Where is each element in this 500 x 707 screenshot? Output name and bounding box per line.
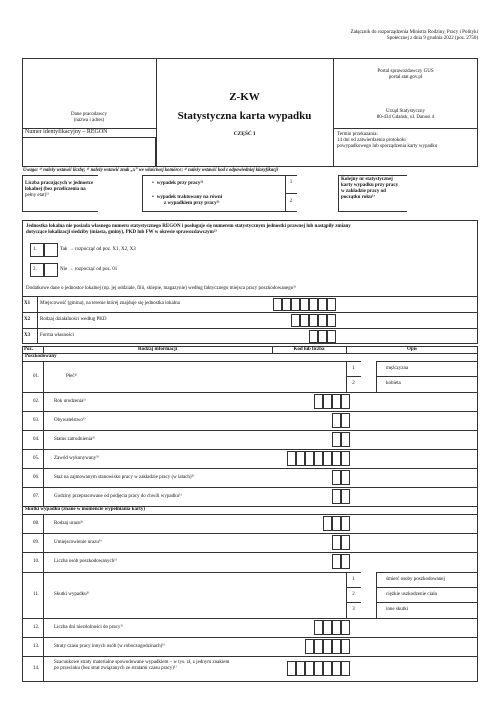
row-09-no: 09. <box>33 540 40 545</box>
sex-option-2-number: 2 <box>352 381 355 386</box>
col-desc-header: Opis <box>406 347 417 352</box>
sex-female-checkbox[interactable] <box>361 376 376 392</box>
sex-male-checkbox[interactable] <box>361 361 376 376</box>
regon-field[interactable] <box>22 137 156 167</box>
row-02-no: 02. <box>33 399 40 404</box>
row-04-label: Status zatrudnienia³⁾ <box>54 437 95 442</box>
deadline-info <box>337 132 477 150</box>
sick-days-box[interactable] <box>332 620 341 635</box>
injured-count-box[interactable] <box>341 554 350 569</box>
effect-option-2-label: ciężkie uszkodzenie ciała <box>386 592 437 597</box>
lost-hours-box[interactable] <box>305 639 314 654</box>
office-info <box>333 109 478 121</box>
employment-status-box[interactable] <box>341 432 350 447</box>
x3-digit-box[interactable] <box>309 330 318 343</box>
row-08-label: Rodzaj urazu³⁾ <box>54 521 84 526</box>
occupation-box[interactable] <box>314 451 323 466</box>
portal-name: Portal sprawozdawczy GUS <box>377 69 434 74</box>
injury-location-box[interactable] <box>332 535 341 550</box>
x1-label: Miejscowość (gmina), na terenie której znajduje się jednostka lokalna <box>40 301 180 306</box>
row-07-no: 07. <box>33 494 40 499</box>
lost-hours-box[interactable] <box>323 639 332 654</box>
row-10-label: Liczba osób poszkodowanych¹⁾ <box>54 559 117 564</box>
sex-option-1-label: mężczyzna <box>386 366 409 371</box>
injury-location-box[interactable] <box>341 535 350 550</box>
yes-number: 1. <box>33 247 37 252</box>
birth-year-box[interactable] <box>314 394 323 409</box>
attachment-note-line2: Społecznej z dnia 9 grudnia 2022 (poz. 2750) <box>386 36 478 41</box>
effect-option-1-label: śmierć osoby poszkodowanej <box>386 577 445 582</box>
sick-days-box[interactable] <box>314 620 323 635</box>
effect-option-3-number: 3 <box>352 607 355 612</box>
effect-option-2-number: 2 <box>352 592 355 597</box>
material-loss-box[interactable] <box>341 661 350 676</box>
no-number: 2. <box>33 267 37 272</box>
legend-note: Uwaga: ¹⁾ należy wstawić liczbę; ²⁾ należy wstawić znak „x” we właściwej komórce; ³⁾ należy wstawić kod z odpowiedniej klasyfikacji <box>23 168 278 173</box>
effect-other-checkbox[interactable] <box>361 602 376 618</box>
material-loss-box[interactable] <box>305 661 314 676</box>
row-14-label-line2: po przecinku (bez strat związanych ze stratami czasu pracy)¹⁾ <box>54 666 177 671</box>
x1-code: X1 <box>24 301 31 306</box>
workers-label-line1: Liczba pracujących w jednostce <box>25 181 94 186</box>
row-12-no: 12. <box>33 625 40 630</box>
occupation-box[interactable] <box>323 451 332 466</box>
row-06-label: Staż na zajmowanym stanowisku pracy w zakładzie pracy (w latach)¹⁾ <box>54 475 195 480</box>
x2-code: X2 <box>24 317 31 322</box>
deadline-line1: Termin przekazania: <box>337 132 378 137</box>
yes-label: Tak → rozpocząć od poz. X1, X2, X3 <box>60 247 136 252</box>
row-03-label: Obywatelstwo³⁾ <box>54 418 86 423</box>
x1-digit-box[interactable] <box>291 298 300 311</box>
portal-url[interactable]: portal.stat.gov.pl <box>388 75 423 80</box>
col-info-header: Rodzaj informacji <box>137 347 178 352</box>
row-06-no: 06. <box>33 475 40 480</box>
x1-digit-box[interactable] <box>327 298 336 311</box>
col-poz-header: Poz. <box>24 347 34 352</box>
x1-digit-box[interactable] <box>273 298 282 311</box>
attachment-note <box>300 30 478 42</box>
x3-digit-box[interactable] <box>318 330 327 343</box>
office-name: Urząd Statystyczny <box>385 109 426 114</box>
employer-label <box>22 112 156 124</box>
regon-label: Numer identyfikacyjny – REGON <box>25 129 108 135</box>
occupation-box[interactable] <box>305 451 314 466</box>
workers-label-line3: pełny etat)¹⁾ <box>25 193 49 198</box>
occupation-box[interactable] <box>287 451 296 466</box>
accident-type-2-checkbox[interactable] <box>297 193 338 212</box>
row-13-label: Straty czasu pracy innych osób (w roboczogodzinach)¹⁾ <box>54 644 166 649</box>
seniority-box[interactable] <box>341 470 350 485</box>
deadline-line3: powypadkowego lub sporządzenia karty wypadku <box>337 144 438 149</box>
x2-digit-box[interactable] <box>309 314 318 327</box>
material-loss-box[interactable] <box>287 661 296 676</box>
hours-worked-box[interactable] <box>332 489 341 504</box>
sick-days-box[interactable] <box>341 620 350 635</box>
section-effects-header: Skutki wypadku (znane w momencie wypełniania karty) <box>25 507 146 512</box>
office-address: 80-434 Gdańsk, ul. Danusi 4 <box>376 115 435 120</box>
attachment-note-line1: Załącznik do rozporządzenia Ministra Rodziny, Pracy i Polityki <box>350 30 478 35</box>
portal-info <box>333 69 478 81</box>
local-unit-question-line1: Jednostka lokalna nie posiada własnego numeru statystycznego REGON i posługuje się numerem statystycznym jednostki prawnej lub nastąpiły zmiany <box>26 224 351 229</box>
row-07-label: Godziny przepracowane od podjęcia pracy do chwili wypadku¹⁾ <box>54 494 182 499</box>
row-11-no: 11. <box>33 592 40 597</box>
row-05-no: 05. <box>33 456 40 461</box>
x1-digit-box[interactable] <box>300 298 309 311</box>
row-10-no: 10. <box>33 559 40 564</box>
injured-count-box[interactable] <box>332 554 341 569</box>
accident-equivalent-label: • wypadek traktowany na równi z wypadkiem przy pracy²⁾ <box>152 195 222 207</box>
employer-label-line1: Dane pracodawcy <box>71 112 107 117</box>
material-loss-box[interactable] <box>332 661 341 676</box>
seniority-box[interactable] <box>332 470 341 485</box>
row-01-label: Płeć²⁾ <box>66 374 78 379</box>
row-09-label: Umiejscowienie urazu³⁾ <box>54 540 102 545</box>
row-14-label <box>54 660 279 672</box>
workers-label-line2: lokalnej (bez przeliczenia na <box>25 187 86 192</box>
local-unit-extra-label: Dodatkowe dane o jednostce lokalnej (np. jej oddziale, filii, sklepie, magazynie) według faktycznego miejsca pracy poszkodowanego³⁾ <box>26 286 296 291</box>
citizenship-box[interactable] <box>332 413 341 428</box>
injury-type-box[interactable] <box>323 516 332 531</box>
sex-option-1-number: 1 <box>352 366 355 371</box>
form-part: CZĘŚĆ I <box>233 131 256 137</box>
effect-serious-injury-checkbox[interactable] <box>361 587 376 602</box>
accident-at-work-label: • wypadek przy pracy²⁾ <box>152 181 203 187</box>
x3-label: Forma własności <box>40 333 75 338</box>
local-unit-question-line2: dotyczące lokalizacji siedziby (miasta, gminy), PKD lub FW w okresie sprawozdawczym²⁾ <box>26 230 217 235</box>
section-injured-header: Poszkodowany <box>25 354 57 359</box>
sex-option-2-label: kobieta <box>386 381 401 386</box>
row-11-label: Skutki wypadku²⁾ <box>54 592 90 597</box>
birth-year-box[interactable] <box>341 394 350 409</box>
yes-checkbox[interactable] <box>44 243 58 257</box>
lost-hours-box[interactable] <box>314 639 323 654</box>
option-1-number: 1 <box>289 180 293 185</box>
x2-digit-box[interactable] <box>300 314 309 327</box>
workers-label <box>25 181 97 199</box>
occupation-box[interactable] <box>332 451 341 466</box>
employer-label-line2: (nazwa i adres) <box>73 118 105 123</box>
no-checkbox[interactable] <box>44 263 58 277</box>
local-unit-question <box>26 224 474 236</box>
citizenship-box[interactable] <box>341 413 350 428</box>
x2-digit-box[interactable] <box>291 314 300 327</box>
material-loss-box[interactable] <box>296 661 305 676</box>
card-order-field[interactable] <box>407 175 478 212</box>
birth-year-box[interactable] <box>332 394 341 409</box>
deadline-line2: 14 dni od zatwierdzenia protokołu <box>337 138 406 143</box>
material-loss-box[interactable] <box>314 661 323 676</box>
material-loss-box[interactable] <box>323 661 332 676</box>
row-12-label: Liczba dni niezdolności do pracy¹⁾ <box>54 625 124 630</box>
lost-hours-box[interactable] <box>332 639 341 654</box>
occupation-box[interactable] <box>341 451 350 466</box>
col-code-header: Kod lub liczba <box>293 347 325 352</box>
x2-digit-box[interactable] <box>327 314 336 327</box>
effect-option-3-label: inne skutki <box>386 607 409 612</box>
row-13-no: 13. <box>33 644 40 649</box>
lost-hours-box[interactable] <box>341 639 350 654</box>
x1-digit-box[interactable] <box>282 298 291 311</box>
row-03-no: 03. <box>33 418 40 423</box>
effect-option-1-number: 1 <box>352 577 355 582</box>
x3-digit-box[interactable] <box>327 330 336 343</box>
sick-days-box[interactable] <box>323 620 332 635</box>
employment-status-box[interactable] <box>332 432 341 447</box>
row-02-label: Rok urodzenia¹⁾ <box>54 399 87 404</box>
injury-type-box[interactable] <box>341 516 350 531</box>
accident-type-1-checkbox[interactable] <box>297 175 338 193</box>
injury-type-box[interactable] <box>332 516 341 531</box>
row-01-no: 01. <box>33 374 40 379</box>
x3-code: X3 <box>24 333 31 338</box>
form-title: Statystyczna karta wypadku <box>177 110 312 122</box>
row-14-no: 14. <box>33 666 40 671</box>
row-05-label: Zawód wykonywany³⁾ <box>54 456 99 461</box>
x1-digit-box[interactable] <box>318 298 327 311</box>
row-08-no: 08. <box>33 521 40 526</box>
hours-worked-box[interactable] <box>341 489 350 504</box>
row-04-no: 04. <box>33 437 40 442</box>
no-label: Nie → rozpocząć od poz. 01 <box>60 267 118 272</box>
x2-digit-box[interactable] <box>318 314 327 327</box>
effect-death-checkbox[interactable] <box>361 572 376 587</box>
x1-digit-box[interactable] <box>309 298 318 311</box>
occupation-box[interactable] <box>296 451 305 466</box>
x2-label: Rodzaj działalności według PKD <box>40 317 107 322</box>
card-order-label: Kolejny nr statystycznej karty wypadku przy pracy w zakładzie pracy od początku roku¹⁾ <box>341 177 399 200</box>
option-2-number: 2 <box>289 199 293 204</box>
workers-count-field[interactable] <box>98 175 142 212</box>
row-14-label-line1: Szacunkowe straty materialne spowodowane wypadkiem – w tys. zł, z jednym znakiem <box>54 660 230 665</box>
birth-year-box[interactable] <box>323 394 332 409</box>
form-code: Z-KW <box>229 91 260 103</box>
